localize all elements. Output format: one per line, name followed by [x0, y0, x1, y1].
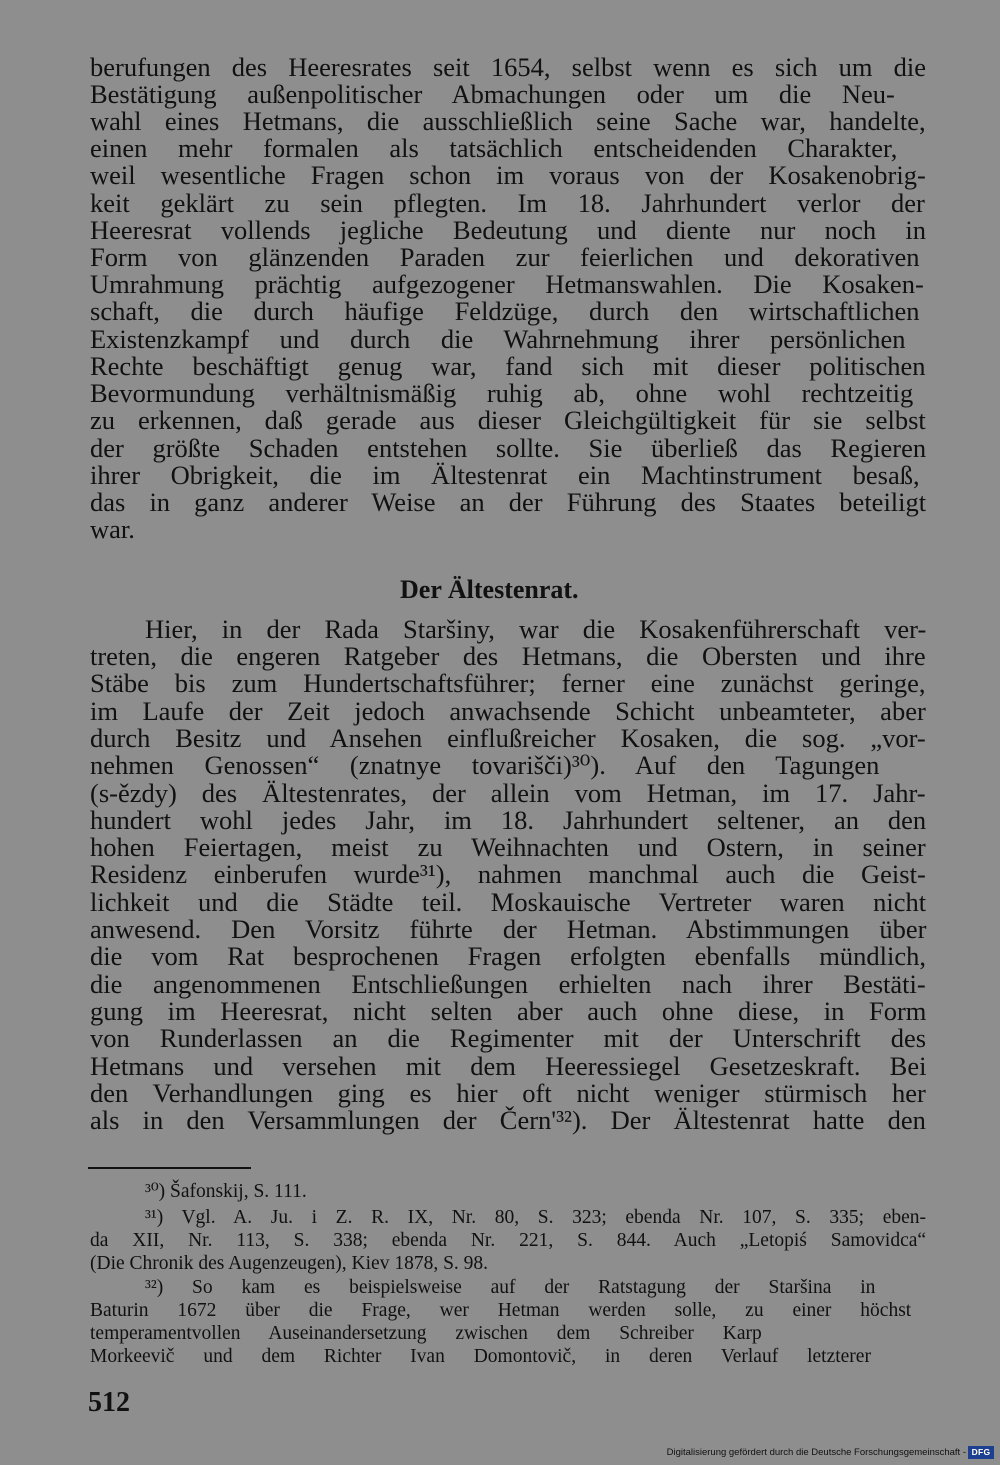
text-line: Stäbe bis zum Hundertschaftsführer; ferner eine zunächst geringe,: [90, 668, 926, 698]
dfg-logo: DFG: [968, 1446, 994, 1459]
text-line: Form von glänzenden Paraden zur feierlichen und dekorativen: [90, 242, 920, 272]
text-line: Existenzkampf und durch die Wahrnehmung ihrer persönlichen: [90, 324, 906, 354]
digitization-credit: Digitalisierung gefördert durch die Deutsche Forschungsgemeinschaft -: [666, 1447, 966, 1458]
text-line: Rechte beschäftigt genug war, fand sich mit dieser politischen: [90, 351, 926, 381]
footnote-line: temperamentvollen Auseinandersetzung zwischen dem Schreiber Karp: [90, 1323, 762, 1344]
text-line: Hier, in der Rada Staršiny, war die Kosakenführerschaft ver-: [145, 614, 927, 644]
text-line: gung im Heeresrat, nicht selten aber auch ohne diese, in Form: [90, 996, 927, 1026]
text-line: Heeresrat vollends jegliche Bedeutung und diente nur noch in: [90, 215, 926, 245]
text-line: die angenommenen Entschließungen erhielten nach ihrer Bestäti-: [90, 969, 926, 999]
text-line: die vom Rat besprochenen Fragen erfolgten ebenfalls mündlich,: [90, 941, 926, 971]
text-line: Bevormundung verhältnismäßig ruhig ab, ohne wohl rechtzeitig: [90, 378, 914, 408]
text-line: war.: [90, 514, 135, 544]
text-line: der größte Schaden entstehen sollte. Sie überließ das Regieren: [90, 433, 927, 463]
text-line: zu erkennen, daß gerade aus dieser Gleichgültigkeit für sie selbst: [90, 405, 926, 435]
footnote-line: ³²) So kam es beispielsweise auf der Ratstagung der Staršina in: [145, 1277, 876, 1298]
text-line: nehmen Genossen“ (znatnye tovarišči)³⁰). Auf den Tagungen: [90, 750, 880, 780]
footnote-line: Baturin 1672 über die Frage, wer Hetman werden solle, zu einer höchst: [90, 1300, 912, 1321]
footnote-line: ³¹) Vgl. A. Ju. i Z. R. IX, Nr. 80, S. 323; ebenda Nr. 107, S. 335; eben-: [145, 1207, 927, 1228]
text-line: als in den Versammlungen der Čern'³²). Der Ältestenrat hatte den: [90, 1105, 926, 1135]
text-line: Residenz einberufen wurde³¹), nahmen manchmal auch die Geist-: [90, 859, 926, 889]
text-line: anwesend. Den Vorsitz führte der Hetman. Abstimmungen über: [90, 914, 927, 944]
text-line: das in ganz anderer Weise an der Führung des Staates beteiligt: [90, 487, 927, 517]
text-line: durch Besitz und Ansehen einflußreicher Kosaken, die sog. „vor-: [90, 723, 926, 753]
footnote-rule: [88, 1167, 251, 1169]
text-line: den Verhandlungen ging es hier oft nicht weniger stürmisch her: [90, 1078, 926, 1108]
text-line: einen mehr formalen als tatsächlich entscheidenden Charakter,: [90, 133, 898, 163]
page-number: 512: [88, 1387, 130, 1418]
text-line: berufungen des Heeresrates seit 1654, selbst wenn es sich um die: [90, 52, 927, 82]
text-line: lichkeit und die Städte teil. Moskauische Vertreter waren nicht: [90, 887, 927, 917]
footnote-line: ³⁰) Šafonskij, S. 111.: [145, 1181, 307, 1202]
text-line: Bestätigung außenpolitischer Abmachungen oder um die Neu-: [90, 79, 895, 109]
text-line: treten, die engeren Ratgeber des Hetmans, die Obersten und ihre: [90, 641, 926, 671]
footnote-line: da XII, Nr. 113, S. 338; ebenda Nr. 221, S. 844. Auch „Letopiś Samovidca“: [90, 1230, 927, 1251]
text-line: (s-ězdy) des Ältestenrates, der allein vom Hetman, im 17. Jahr-: [90, 778, 926, 808]
text-line: weil wesentliche Fragen schon im voraus von der Kosakenobrig-: [90, 160, 926, 190]
text-line: im Laufe der Zeit jedoch anwachsende Schicht unbeamteter, aber: [90, 696, 926, 726]
footnote-line: Morkeevič und dem Richter Ivan Domontovič, in deren Verlauf letzterer: [90, 1346, 871, 1367]
text-line: ihrer Obrigkeit, die im Ältestenrat ein Machtinstrument besaß,: [90, 460, 920, 490]
text-line: Umrahmung prächtig aufgezogener Hetmanswahlen. Die Kosaken-: [90, 269, 924, 299]
text-line: Hetmans und versehen mit dem Heeressiegel Gesetzeskraft. Bei: [90, 1051, 927, 1081]
text-line: keit geklärt zu sein pflegten. Im 18. Jahrhundert verlor der: [90, 188, 925, 218]
text-line: hundert wohl jedes Jahr, im 18. Jahrhundert seltener, an den: [90, 805, 927, 835]
text-line: von Runderlassen an die Regimenter mit der Unterschrift des: [90, 1023, 927, 1053]
text-line: schaft, die durch häufige Feldzüge, durch den wirtschaftlichen: [90, 296, 920, 326]
footnote-line: (Die Chronik des Augenzeugen), Kiev 1878, S. 98.: [90, 1253, 489, 1274]
section-heading: Der Ältestenrat.: [400, 575, 579, 604]
text-line: wahl eines Hetmans, die ausschließlich seine Sache war, handelte,: [90, 106, 926, 136]
text-line: hohen Feiertagen, meist zu Weihnachten und Ostern, in seiner: [90, 832, 926, 862]
